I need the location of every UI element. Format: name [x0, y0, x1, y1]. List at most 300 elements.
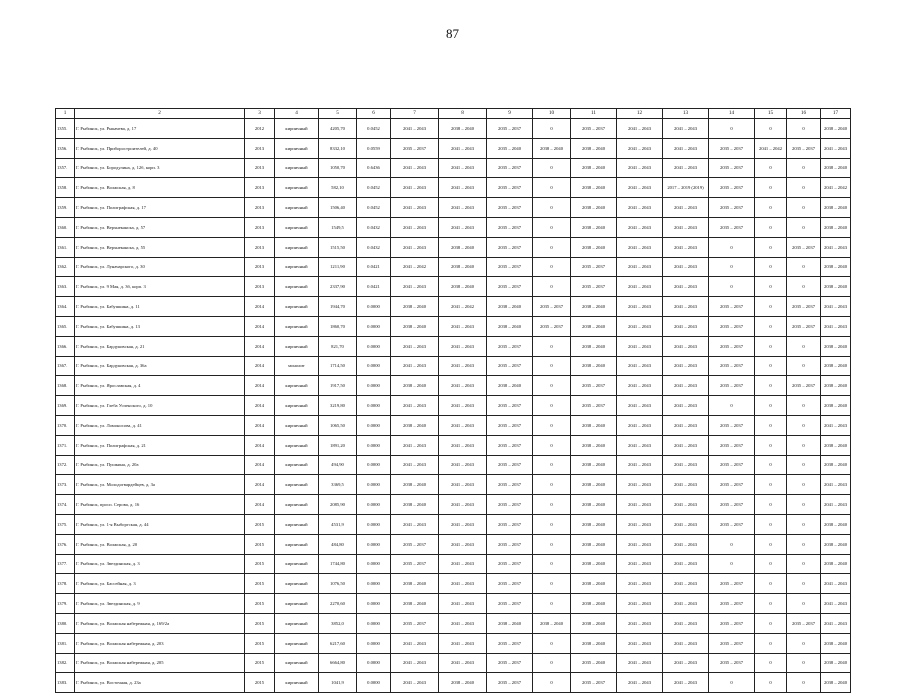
table-cell: Г. Рыбинск, ул. Волжская, д. 8: [75, 178, 245, 198]
table-cell: 2035 – 2037: [391, 613, 439, 633]
table-cell: 1357.: [56, 158, 75, 178]
table-cell: 2035 – 2037: [709, 574, 755, 594]
table-cell: 2035 – 2037: [709, 653, 755, 673]
table-cell: 0.0452: [357, 198, 391, 218]
table-cell: 2035 – 2037: [487, 534, 533, 554]
table-cell: 0: [533, 435, 571, 455]
table-cell: Г. Рыбинск, ул. Волжская набережная, д. 205: [75, 653, 245, 673]
table-cell: 0: [787, 554, 821, 574]
table-cell: 0: [533, 633, 571, 653]
table-cell: 0: [533, 217, 571, 237]
table-cell: 2041 – 2043: [391, 435, 439, 455]
table-cell: 2035 – 2037: [487, 594, 533, 614]
table-cell: 2014: [245, 495, 275, 515]
table-cell: 2015: [245, 594, 275, 614]
table-cell: 1361.: [56, 237, 75, 257]
table-cell: Г. Рыбинск, ул. Пушкина, д. 20а: [75, 455, 245, 475]
table-cell: 2038 – 2040: [821, 534, 851, 554]
table-row: [56, 257, 851, 277]
table-cell: 2041 – 2043: [439, 336, 487, 356]
table-cell: 2041 – 2043: [439, 396, 487, 416]
table-row: [56, 435, 851, 455]
table-cell: 2041 – 2043: [439, 217, 487, 237]
data-table: [55, 108, 851, 693]
table-cell: 2038 – 2040: [821, 356, 851, 376]
table-cell: 2015: [245, 574, 275, 594]
table-cell: 2038 – 2040: [571, 316, 617, 336]
table-cell: 0: [533, 554, 571, 574]
table-cell: 0: [755, 356, 787, 376]
table-cell: 2038 – 2040: [487, 376, 533, 396]
table-cell: 2013: [245, 158, 275, 178]
table-cell: 2041 – 2043: [391, 237, 439, 257]
table-cell: 1356.: [56, 138, 75, 158]
table-cell: 2035 – 2037: [571, 376, 617, 396]
table-row: [56, 316, 851, 336]
table-cell: 0.0000: [357, 475, 391, 495]
table-cell: 0: [755, 336, 787, 356]
table-cell: 2017 – 2019 (2019): [663, 178, 709, 198]
table-cell: 0: [787, 257, 821, 277]
table-container: [55, 108, 850, 693]
table-cell: 1380.: [56, 613, 75, 633]
table-cell: Г. Рыбинск, ул. Волжская набережная, д. 169/2а: [75, 613, 245, 633]
table-cell: кирпичный: [275, 673, 319, 693]
table-cell: 0: [755, 158, 787, 178]
table-cell: 2041 – 2043: [663, 495, 709, 515]
table-cell: 2041 – 2043: [617, 356, 663, 376]
table-cell: 2041 – 2043: [617, 475, 663, 495]
table-cell: 2013: [245, 277, 275, 297]
table-cell: Г. Рыбинск, ул. Верхнеканска, д. 57: [75, 217, 245, 237]
table-cell: Г. Рыбинск, ул. Ярославская, д. 4: [75, 376, 245, 396]
table-row: [56, 534, 851, 554]
table-cell: 2035 – 2037: [487, 574, 533, 594]
table-cell: 0: [755, 316, 787, 336]
table-cell: 3369,5: [319, 475, 357, 495]
table-cell: 2041 – 2043: [663, 415, 709, 435]
table-row: [56, 455, 851, 475]
table-cell: 6664,80: [319, 653, 357, 673]
table-cell: 2035 – 2037: [709, 475, 755, 495]
table-cell: 0: [787, 495, 821, 515]
table-cell: 2015: [245, 673, 275, 693]
table-cell: 0: [755, 534, 787, 554]
table-cell: 1714,50: [319, 356, 357, 376]
table-cell: 2041 – 2043: [391, 673, 439, 693]
table-cell: 0: [533, 534, 571, 554]
table-cell: 2035 – 2037: [787, 138, 821, 158]
column-header: 13: [663, 109, 709, 119]
table-cell: 0: [755, 396, 787, 416]
table-cell: 2041 – 2043: [439, 415, 487, 435]
table-cell: 2041 – 2043: [439, 633, 487, 653]
table-cell: 1944,70: [319, 297, 357, 317]
table-cell: 2035 – 2037: [487, 475, 533, 495]
table-cell: 2038 – 2040: [821, 633, 851, 653]
table-cell: 2041 – 2042: [391, 257, 439, 277]
table-cell: 2038 – 2040: [571, 217, 617, 237]
table-cell: 2035 – 2037: [709, 297, 755, 317]
table-cell: Г. Рыбинск, ул. Бабушкина, д. 13: [75, 316, 245, 336]
table-cell: 1359.: [56, 198, 75, 218]
table-cell: 0: [755, 415, 787, 435]
column-header: 6: [357, 109, 391, 119]
table-cell: 2014: [245, 396, 275, 416]
table-cell: 2012: [245, 119, 275, 139]
table-cell: 0: [533, 356, 571, 376]
table-cell: 2038 – 2040: [571, 415, 617, 435]
table-cell: 1368.: [56, 376, 75, 396]
table-cell: 2035 – 2037: [391, 554, 439, 574]
table-cell: 2035 – 2037: [709, 495, 755, 515]
table-cell: 0: [533, 495, 571, 515]
table-cell: 2041 – 2043: [663, 653, 709, 673]
table-cell: 2038 – 2040: [821, 277, 851, 297]
table-cell: 2035 – 2037: [487, 396, 533, 416]
table-cell: 2038 – 2040: [821, 376, 851, 396]
table-cell: 2041 – 2043: [617, 415, 663, 435]
table-cell: 2038 – 2040: [487, 613, 533, 633]
table-cell: 2041 – 2043: [663, 594, 709, 614]
table-cell: 2015: [245, 554, 275, 574]
table-cell: 2038 – 2040: [571, 554, 617, 574]
table-cell: 1358.: [56, 178, 75, 198]
table-cell: 2041 – 2043: [821, 316, 851, 336]
table-cell: 1076,50: [319, 574, 357, 594]
table-cell: 2041 – 2043: [439, 514, 487, 534]
table-cell: 2041 – 2043: [617, 277, 663, 297]
table-cell: 2038 – 2040: [391, 475, 439, 495]
table-cell: 0: [755, 257, 787, 277]
table-cell: Г. Рыбинск, ул. Полиграфская, д. 21: [75, 435, 245, 455]
table-cell: 1860,70: [319, 316, 357, 336]
table-cell: 1374.: [56, 495, 75, 515]
table-cell: 2035 – 2037: [709, 198, 755, 218]
table-cell: Г. Рыбинск, ул. Бассейная, д. 3: [75, 574, 245, 594]
table-cell: 0: [533, 119, 571, 139]
table-cell: 1365.: [56, 316, 75, 336]
table-cell: 2041 – 2043: [617, 217, 663, 237]
table-cell: 2041 – 2043: [663, 396, 709, 416]
table-cell: 2041 – 2042: [439, 297, 487, 317]
table-cell: 0: [787, 158, 821, 178]
table-cell: 2041 – 2043: [391, 455, 439, 475]
table-cell: 2038 – 2040: [571, 336, 617, 356]
table-cell: 2035 – 2037: [709, 138, 755, 158]
table-cell: 2041 – 2043: [821, 237, 851, 257]
table-cell: 0: [533, 237, 571, 257]
table-cell: 2041 – 2043: [439, 435, 487, 455]
table-cell: 2035 – 2037: [487, 178, 533, 198]
table-cell: 2038 – 2040: [571, 455, 617, 475]
table-cell: 0.0000: [357, 316, 391, 336]
table-cell: 0: [787, 574, 821, 594]
table-cell: 1370.: [56, 415, 75, 435]
table-cell: 0.0000: [357, 534, 391, 554]
table-cell: 2013: [245, 217, 275, 237]
table-cell: 2041 – 2043: [391, 217, 439, 237]
table-cell: 1515,50: [319, 237, 357, 257]
table-cell: 2038 – 2040: [821, 673, 851, 693]
table-cell: 2041 – 2043: [617, 158, 663, 178]
table-cell: 2041 – 2042: [821, 178, 851, 198]
table-cell: 0: [787, 534, 821, 554]
table-cell: 2035 – 2037: [709, 356, 755, 376]
table-cell: 1373.: [56, 475, 75, 495]
table-cell: 2041 – 2043: [663, 277, 709, 297]
table-cell: 0: [755, 198, 787, 218]
table-cell: 0: [755, 613, 787, 633]
table-cell: 2035 – 2037: [709, 613, 755, 633]
table-cell: 0: [787, 178, 821, 198]
table-cell: 2041 – 2043: [439, 554, 487, 574]
table-cell: 2041 – 2043: [439, 316, 487, 336]
table-cell: 0: [755, 217, 787, 237]
table-cell: кирпичный: [275, 415, 319, 435]
table-cell: 2038 – 2040: [391, 316, 439, 336]
table-cell: 2041 – 2043: [663, 217, 709, 237]
table-cell: 2041 – 2043: [439, 594, 487, 614]
table-cell: 2041 – 2043: [663, 336, 709, 356]
table-cell: Г. Рыбинск, ул. Волжская набережная, д. 203: [75, 633, 245, 653]
table-cell: 0: [533, 475, 571, 495]
table-cell: 1050,70: [319, 158, 357, 178]
table-cell: 2038 – 2040: [821, 217, 851, 237]
table-cell: 2041 – 2043: [391, 336, 439, 356]
table-cell: 2041 – 2043: [663, 633, 709, 653]
table-cell: 0.0452: [357, 178, 391, 198]
table-cell: 2041 – 2043: [617, 633, 663, 653]
table-cell: 4531,9: [319, 514, 357, 534]
table-cell: Г. Рыбинск, ул. Рыкачева, д. 17: [75, 119, 245, 139]
table-cell: 0: [709, 237, 755, 257]
table-cell: 0: [533, 198, 571, 218]
table-cell: 2038 – 2040: [571, 475, 617, 495]
table-cell: 2041 – 2043: [391, 653, 439, 673]
table-cell: 2035 – 2037: [709, 415, 755, 435]
table-cell: 2041 – 2043: [821, 415, 851, 435]
table-cell: 2041 – 2043: [617, 514, 663, 534]
table-cell: 2041 – 2043: [617, 257, 663, 277]
table-cell: 0: [533, 415, 571, 435]
table-cell: кирпичный: [275, 277, 319, 297]
table-cell: Г. Рыбинск, просп. Серова, д. 16: [75, 495, 245, 515]
table-cell: 1364.: [56, 297, 75, 317]
table-cell: 0: [787, 475, 821, 495]
table-cell: 1382.: [56, 653, 75, 673]
table-cell: 2041 – 2043: [617, 396, 663, 416]
table-cell: 2035 – 2037: [487, 554, 533, 574]
table-cell: 0.0000: [357, 376, 391, 396]
table-cell: кирпичный: [275, 198, 319, 218]
table-cell: 2014: [245, 336, 275, 356]
table-cell: 2035 – 2037: [487, 495, 533, 515]
table-cell: 2038 – 2040: [571, 574, 617, 594]
table-cell: 0.0000: [357, 633, 391, 653]
table-row: [56, 415, 851, 435]
table-cell: 494,90: [319, 455, 357, 475]
table-cell: 2038 – 2040: [821, 396, 851, 416]
table-cell: 2038 – 2040: [571, 613, 617, 633]
table-cell: 2041 – 2043: [617, 594, 663, 614]
table-cell: 2038 – 2040: [821, 653, 851, 673]
table-cell: 2041 – 2043: [663, 673, 709, 693]
table-row: [56, 336, 851, 356]
table-cell: 484,80: [319, 534, 357, 554]
table-cell: 1369.: [56, 396, 75, 416]
table-cell: 2041 – 2043: [821, 297, 851, 317]
table-cell: 2041 – 2043: [663, 574, 709, 594]
table-cell: 2041 – 2043: [821, 613, 851, 633]
table-cell: 0: [755, 277, 787, 297]
table-cell: 2038 – 2040: [487, 297, 533, 317]
table-row: [56, 277, 851, 297]
table-cell: 0: [533, 277, 571, 297]
table-cell: 2013: [245, 257, 275, 277]
table-cell: 2038 – 2040: [821, 455, 851, 475]
table-cell: 0: [755, 475, 787, 495]
table-cell: 1381.: [56, 633, 75, 653]
table-cell: 2085,90: [319, 495, 357, 515]
table-row: [56, 653, 851, 673]
table-cell: 2035 – 2037: [709, 217, 755, 237]
table-cell: кирпичный: [275, 316, 319, 336]
table-cell: 2035 – 2037: [709, 336, 755, 356]
table-row: [56, 594, 851, 614]
table-cell: 0: [787, 356, 821, 376]
table-cell: 2035 – 2037: [709, 178, 755, 198]
table-cell: 2035 – 2037: [709, 514, 755, 534]
table-cell: кирпичный: [275, 435, 319, 455]
table-cell: 8332,10: [319, 138, 357, 158]
table-cell: 1744,80: [319, 554, 357, 574]
table-cell: 0.0000: [357, 673, 391, 693]
column-header: 2: [75, 109, 245, 119]
table-cell: 0.6436: [357, 158, 391, 178]
table-cell: 2035 – 2037: [487, 257, 533, 277]
table-cell: 2035 – 2037: [787, 316, 821, 336]
table-cell: 0: [755, 119, 787, 139]
table-cell: 2038 – 2040: [571, 138, 617, 158]
table-cell: кирпичный: [275, 613, 319, 633]
table-cell: 0.0000: [357, 495, 391, 515]
table-cell: 2038 – 2040: [533, 613, 571, 633]
table-cell: 2014: [245, 297, 275, 317]
table-cell: 1355.: [56, 119, 75, 139]
table-cell: 0: [787, 455, 821, 475]
table-cell: 0.0000: [357, 297, 391, 317]
column-header: 14: [709, 109, 755, 119]
table-cell: 0: [533, 336, 571, 356]
table-cell: 1378.: [56, 574, 75, 594]
table-cell: 2014: [245, 455, 275, 475]
table-cell: 0: [709, 119, 755, 139]
table-cell: 2041 – 2043: [439, 198, 487, 218]
table-cell: 2041 – 2043: [663, 534, 709, 554]
table-cell: 2035 – 2037: [709, 435, 755, 455]
table-body: [56, 119, 851, 693]
table-row: [56, 376, 851, 396]
table-row: [56, 356, 851, 376]
table-cell: 0: [787, 396, 821, 416]
table-row: [56, 138, 851, 158]
table-cell: 2035 – 2037: [487, 158, 533, 178]
table-cell: 2038 – 2040: [439, 673, 487, 693]
table-cell: 0: [787, 633, 821, 653]
table-cell: 2038 – 2040: [571, 297, 617, 317]
table-cell: 2041 – 2043: [663, 257, 709, 277]
table-cell: 2038 – 2040: [571, 178, 617, 198]
table-cell: 1377.: [56, 554, 75, 574]
table-cell: 0: [533, 455, 571, 475]
table-cell: 2041 – 2043: [439, 376, 487, 396]
table-cell: 3219,80: [319, 396, 357, 416]
table-row: [56, 119, 851, 139]
table-cell: 0.0000: [357, 594, 391, 614]
table-cell: 2038 – 2040: [821, 336, 851, 356]
table-cell: 2041 – 2043: [439, 534, 487, 554]
table-cell: 2038 – 2040: [821, 198, 851, 218]
table-cell: кирпичный: [275, 534, 319, 554]
table-cell: 0: [755, 594, 787, 614]
table-cell: 0: [533, 178, 571, 198]
table-cell: 0.0000: [357, 455, 391, 475]
table-cell: 2035 – 2037: [487, 336, 533, 356]
table-cell: 0.0000: [357, 435, 391, 455]
table-cell: 2035 – 2037: [571, 396, 617, 416]
table-cell: 0.0000: [357, 336, 391, 356]
table-cell: 0.0432: [357, 217, 391, 237]
table-cell: 2013: [245, 138, 275, 158]
table-cell: 2041 – 2042: [755, 138, 787, 158]
table-cell: 2041 – 2043: [663, 138, 709, 158]
table-cell: 2041 – 2043: [617, 178, 663, 198]
table-cell: 0: [787, 653, 821, 673]
table-cell: 2041 – 2043: [821, 475, 851, 495]
table-cell: 0: [787, 673, 821, 693]
table-cell: 2038 – 2040: [821, 514, 851, 534]
table-cell: кирпичный: [275, 297, 319, 317]
table-cell: кирпичный: [275, 376, 319, 396]
table-cell: Г. Рыбинск, ул. Верхнеканска, д. 55: [75, 237, 245, 257]
table-cell: 2015: [245, 633, 275, 653]
table-cell: 2013: [245, 237, 275, 257]
table-cell: 2035 – 2037: [709, 316, 755, 336]
table-cell: 2035 – 2037: [571, 257, 617, 277]
table-cell: Г. Рыбинск, ул. Волжская, д. 20: [75, 534, 245, 554]
table-cell: 0: [709, 257, 755, 277]
table-cell: 0: [755, 455, 787, 475]
table-cell: кирпичный: [275, 554, 319, 574]
table-cell: 2038 – 2040: [391, 594, 439, 614]
table-cell: 0.0421: [357, 277, 391, 297]
column-header: 16: [787, 109, 821, 119]
table-cell: 0: [533, 594, 571, 614]
table-cell: Г. Рыбинск, ул. Звездинская, д. 3: [75, 554, 245, 574]
table-cell: 0: [787, 594, 821, 614]
table-cell: 2035 – 2037: [487, 356, 533, 376]
table-cell: 2041 – 2043: [663, 514, 709, 534]
table-cell: 2035 – 2037: [709, 158, 755, 178]
table-cell: 0.0000: [357, 514, 391, 534]
table-cell: 2041 – 2043: [439, 455, 487, 475]
table-cell: 2041 – 2043: [663, 554, 709, 574]
table-cell: 2035 – 2037: [709, 594, 755, 614]
table-cell: 2041 – 2043: [663, 376, 709, 396]
table-cell: Г. Рыбинск, ул. Приборостроителей, д. 40: [75, 138, 245, 158]
table-cell: 0: [787, 435, 821, 455]
